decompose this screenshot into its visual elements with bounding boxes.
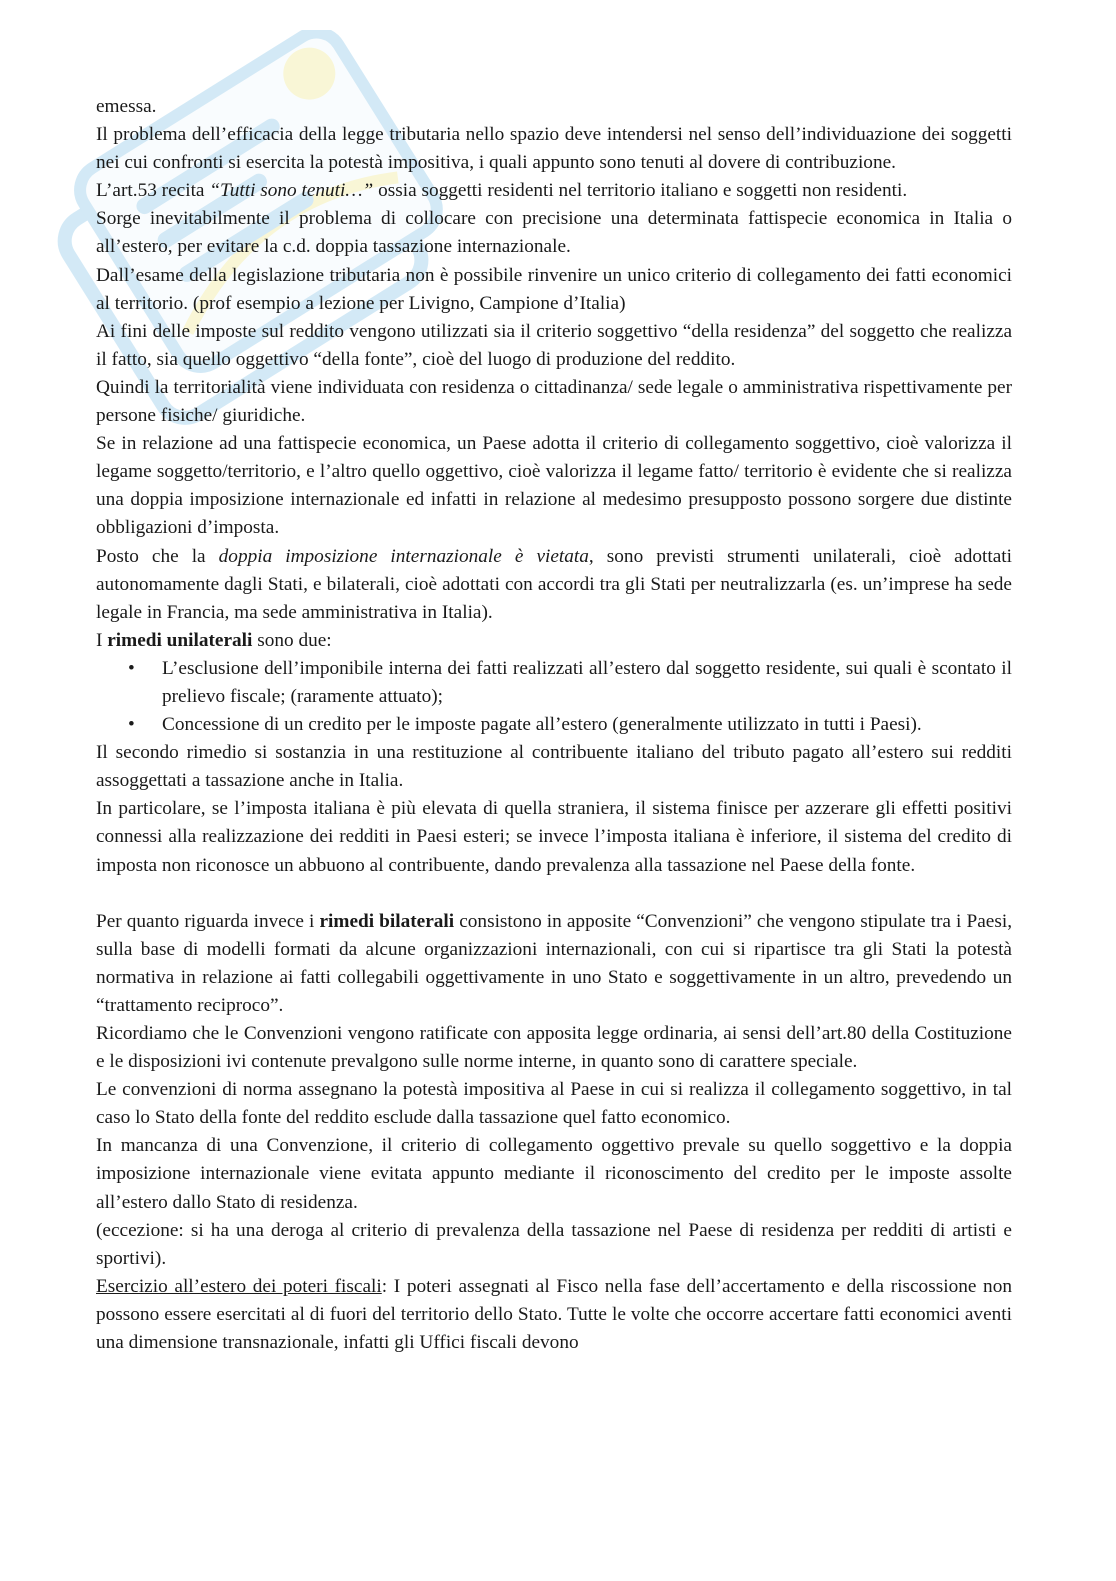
- list-item: [96, 655, 1012, 711]
- paragraph-1: emessa.: [96, 96, 157, 117]
- paragraph-18: [96, 1273, 1012, 1357]
- paragraph-4: Sorge inevitabilmente il problema di collocare con precisione una determinata fattispecie economica in Italia o all’estero, per evitare la c.d. doppia tassazione internazionale.: [96, 208, 1012, 258]
- p10-bold: rimedi unilaterali: [107, 629, 253, 651]
- bullet-list: [96, 655, 1012, 739]
- paragraph-12: In particolare, se l’imposta italiana è più elevata di quella straniera, il sistema finisce per azzerare gli effetti positivi connessi alla realizzazione dei redditi in Paesi esteri; se invece l’imposta italiana è inferiore, il sistema del credito di imposta non riconosce un abbuono al contribuente, dando prevalenza alla tassazione nel Paese della fonte.: [96, 798, 1012, 876]
- paragraph-6: Ai fini delle imposte sul reddito vengono utilizzati sia il criterio soggettivo “della residenza” del soggetto che realizza il fatto, sia quello oggettivo “della fonte”, cioè del luogo di produzione del reddito.: [96, 320, 1012, 370]
- paragraph-17: (eccezione: si ha una deroga al criterio di prevalenza della tassazione nel Paese di residenza per redditi di artisti e sportivi).: [96, 1219, 1012, 1269]
- bullet-icon: [128, 711, 135, 739]
- document-page: [96, 93, 1012, 1357]
- p13-after: consistono in apposite “Convenzioni” che vengono stipulate tra i Paesi, sulla base di modelli formati da alcune organizzazioni internazionali, con cui si ripartisce tra gli Stati la potestà normativa in relazione ai fatti collegabili oggettivamente in uno Stato e soggettivamente in un altro, prevedendo un “trattamento reciproco”.: [96, 910, 1013, 1016]
- p3-before: L’art.53 recita: [96, 180, 210, 202]
- p18-underlined: Esercizio all’estero dei poteri fiscali: [96, 1275, 382, 1297]
- p10-before: I: [96, 629, 108, 651]
- p13-before: Per quanto riguarda invece i: [96, 910, 320, 932]
- bullet-icon: [128, 655, 135, 683]
- paragraph-10: [96, 627, 1012, 655]
- paragraph-5: Dall’esame della legislazione tributaria non è possibile rinvenire un unico criterio di collegamento dei fatti economici al territorio. (prof esempio a lezione per Livigno, Campione d’Italia): [96, 264, 1012, 314]
- paragraph-7: Quindi la territorialità viene individuata con residenza o cittadinanza/ sede legale o amministrativa rispettivamente per persone fisiche/ giuridiche.: [96, 376, 1012, 427]
- p13-bold: rimedi bilaterali: [319, 910, 455, 932]
- p3-after: ossia soggetti residenti nel territorio italiano e soggetti non residenti.: [373, 180, 908, 202]
- paragraph-9: [96, 543, 1012, 627]
- p9-italic: doppia imposizione internazionale è vietata: [218, 545, 589, 567]
- p10-after: sono due:: [252, 629, 332, 651]
- paragraph-2: Il problema dell’efficacia della legge tributaria nello spazio deve intendersi nel senso dell’individuazione dei soggetti nei cui confronti si esercita la potestà impositiva, i quali appunto sono tenuti al dovere di contribuzione.: [96, 124, 1012, 174]
- paragraph-16: In mancanza di una Convenzione, il criterio di collegamento oggettivo prevale su quello soggettivo e la doppia imposizione internazionale viene evitata appunto mediante il riconoscimento del credito per le imposte assolte all’estero dallo Stato di residenza.: [96, 1135, 1012, 1213]
- paragraph-14: Ricordiamo che le Convenzioni vengono ratificate con apposita legge ordinaria, ai sensi dell’art.80 della Costituzione e le disposizioni ivi contenute prevalgono sulle norme interne, in quanto sono di carattere speciale.: [96, 1023, 1012, 1073]
- paragraph-13: [96, 908, 1012, 1020]
- p18-after: : I poteri assegnati al Fisco nella fase dell’accertamento e della riscossione non possono essere esercitati al di fuori del territorio dello Stato. Tutte le volte che occorre accertare fatti economici aventi una dimensione transnazionale, infatti gli Uffici fiscali devono: [96, 1275, 1012, 1354]
- list-item: [96, 711, 1012, 739]
- paragraph-15: Le convenzioni di norma assegnano la potestà impositiva al Paese in cui si realizza il collegamento soggettivo, in tal caso lo Stato della fonte del reddito esclude dalla tassazione quel fatto economico.: [96, 1079, 1012, 1129]
- list-item-text: L’esclusione dell’imponibile interna dei fatti realizzati all’estero dal soggetto residente, sui quali è scontato il prelievo fiscale; (raramente attuato);: [162, 657, 1012, 707]
- list-item-text: Concessione di un credito per le imposte pagate all’estero (generalmente utilizzato in tutti i Paesi).: [162, 714, 922, 736]
- paragraph-11: Il secondo rimedio si sostanzia in una restituzione al contribuente italiano del tributo pagato all’estero sui redditi assoggettati a tassazione anche in Italia.: [96, 742, 1012, 792]
- p9-before: Posto che la: [96, 545, 219, 567]
- paragraph-3: [96, 177, 1012, 205]
- p9-after: , sono previsti strumenti unilaterali, cioè adottati autonomamente dagli Stati, e bilaterali, cioè adottati con accordi tra gli Stati per neutralizzarla (es. un’imprese ha sede legale in Francia, ma sede amministrativa in Italia).: [96, 545, 1012, 623]
- p3-quote: “Tutti sono tenuti…”: [209, 180, 374, 202]
- paragraph-8: Se in relazione ad una fattispecie economica, un Paese adotta il criterio di collegamento soggettivo, cioè valorizza il legame soggetto/territorio, e l’altro quello oggettivo, cioè valorizza il legame fatto/ territorio è evidente che si realizza una doppia imposizione internazionale ed infatti in relazione al medesimo presupposto possono sorgere due distinte obbligazioni d’imposta.: [96, 433, 1012, 539]
